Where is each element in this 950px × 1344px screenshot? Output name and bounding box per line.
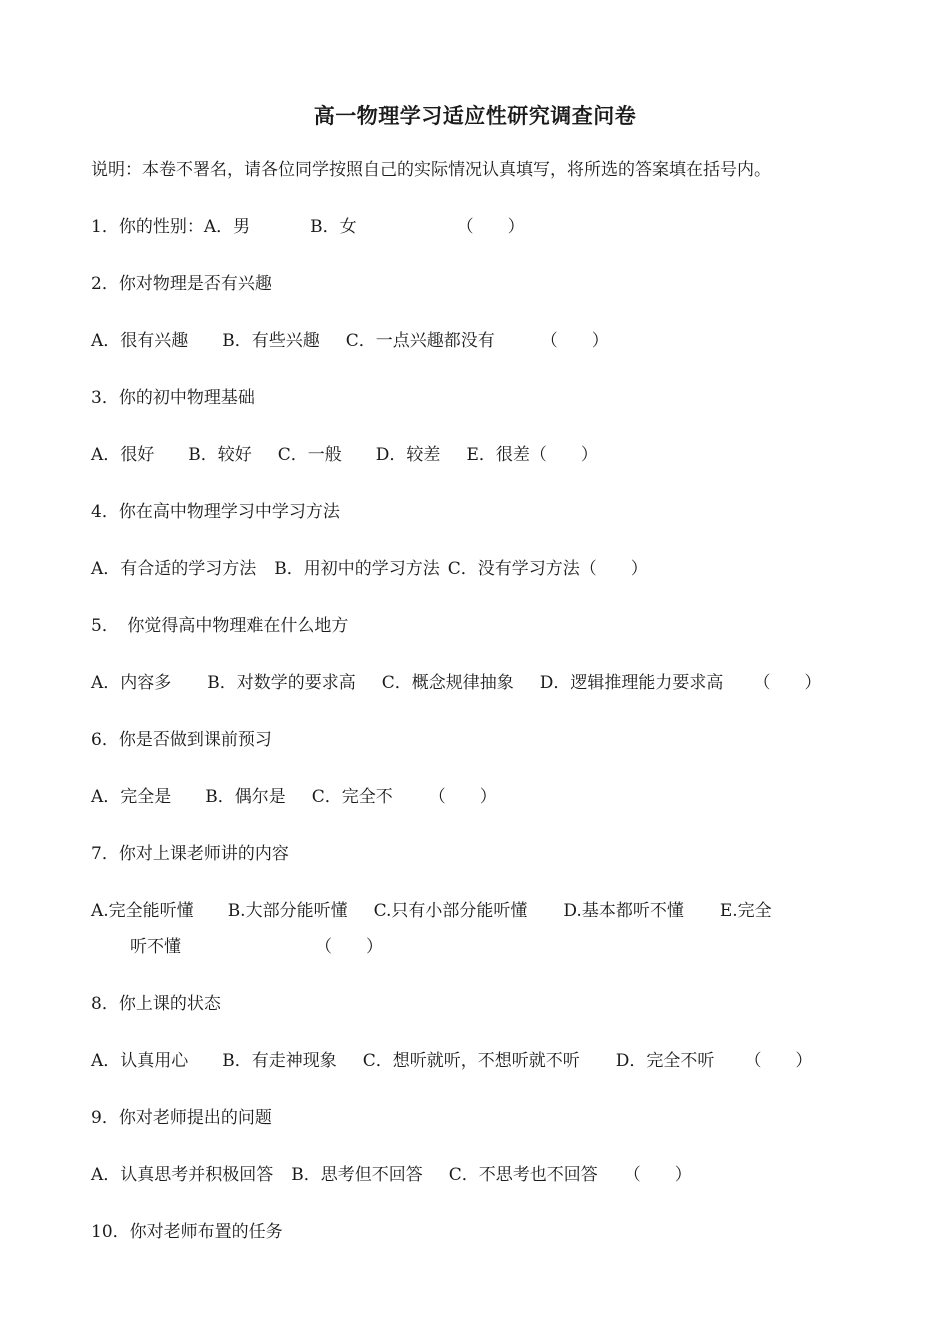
question-1-row	[91, 215, 525, 239]
question-4-options	[91, 557, 648, 581]
question-10-text: 10．你对老师布置的任务	[91, 1222, 283, 1242]
question-8-option-d: D．完全不听	[615, 1051, 715, 1071]
question-3-option-e: E．很差（ ）	[466, 445, 598, 465]
question-4-option-c: C．没有学习方法（ ）	[447, 559, 648, 579]
question-4-option-b: B．用初中的学习方法	[274, 559, 440, 579]
question-1-option-b: B．女	[310, 217, 357, 237]
question-3-text: 3．你的初中物理基础	[91, 388, 255, 408]
question-8-answer-bracket: （ ）	[744, 1051, 813, 1071]
question-2-option-a: A．很有兴趣	[91, 331, 189, 351]
question-7-option-b: B.大部分能听懂	[227, 901, 348, 921]
question-5-option-c: C．概念规律抽象	[381, 673, 514, 693]
question-6-answer-bracket: （ ）	[428, 787, 497, 807]
question-7-text: 7．你对上课老师讲的内容	[91, 844, 289, 864]
question-1-answer-bracket: （ ）	[456, 217, 525, 237]
question-9-option-a: A．认真思考并积极回答	[91, 1165, 274, 1185]
question-8-option-a: A．认真用心	[91, 1051, 189, 1071]
question-7-options	[91, 899, 772, 923]
question-5-option-d: D．逻辑推理能力要求高	[539, 673, 724, 693]
question-2-options	[91, 329, 609, 353]
question-7-option-d: D.基本都听不懂	[563, 901, 684, 921]
question-8-options	[91, 1049, 812, 1073]
question-7-option-e: E.完全	[719, 901, 772, 921]
question-3-option-a: A．很好	[91, 445, 155, 465]
question-4-text: 4．你在高中物理学习中学习方法	[91, 502, 340, 522]
page-title: 高一物理学习适应性研究调查问卷	[313, 103, 637, 128]
question-9-text: 9．你对老师提出的问题	[91, 1108, 272, 1128]
question-6-options	[91, 785, 497, 809]
question-7-answer-bracket: （ ）	[315, 937, 383, 957]
question-6-option-c: C．完全不	[311, 787, 393, 807]
question-8-option-b: B．有走神现象	[222, 1051, 337, 1071]
question-9-answer-bracket: （ ）	[623, 1165, 692, 1185]
question-9-option-c: C．不思考也不回答	[448, 1165, 598, 1185]
question-7-options-continued	[130, 935, 383, 959]
question-6-option-b: B．偶尔是	[205, 787, 286, 807]
intro-text: 说明：本卷不署名，请各位同学按照自己的实际情况认真填写，将所选的答案填在括号内。	[91, 160, 771, 180]
question-8-option-c: C．想听就听，不想听就不听	[362, 1051, 580, 1071]
question-3-options	[91, 443, 598, 467]
question-9-options	[91, 1163, 692, 1187]
question-7-option-c: C.只有小部分能听懂	[373, 901, 528, 921]
question-7-option-a: A.完全能听懂	[91, 901, 194, 921]
question-5-option-a: A．内容多	[91, 673, 172, 693]
question-3-option-d: D．较差	[375, 445, 441, 465]
question-4-option-a: A．有合适的学习方法	[91, 559, 257, 579]
question-5-answer-bracket: （ ）	[753, 673, 822, 693]
question-3-option-b: B．较好	[188, 445, 252, 465]
question-3-option-c: C．一般	[277, 445, 342, 465]
question-5-text: 5． 你觉得高中物理难在什么地方	[91, 616, 349, 636]
question-2-answer-bracket: （ ）	[540, 331, 609, 351]
question-7-option-e-continued: 听不懂	[130, 937, 181, 957]
question-5-options	[91, 671, 821, 695]
question-8-text: 8．你上课的状态	[91, 994, 221, 1014]
question-2-option-c: C．一点兴趣都没有	[345, 331, 495, 351]
question-2-option-b: B．有些兴趣	[222, 331, 320, 351]
question-9-option-b: B．思考但不回答	[291, 1165, 423, 1185]
question-5-option-b: B．对数学的要求高	[207, 673, 356, 693]
question-6-text: 6．你是否做到课前预习	[91, 730, 272, 750]
question-1-text: 1．你的性别：A．男	[91, 217, 251, 237]
question-2-text: 2．你对物理是否有兴趣	[91, 274, 272, 294]
question-6-option-a: A．完全是	[91, 787, 172, 807]
